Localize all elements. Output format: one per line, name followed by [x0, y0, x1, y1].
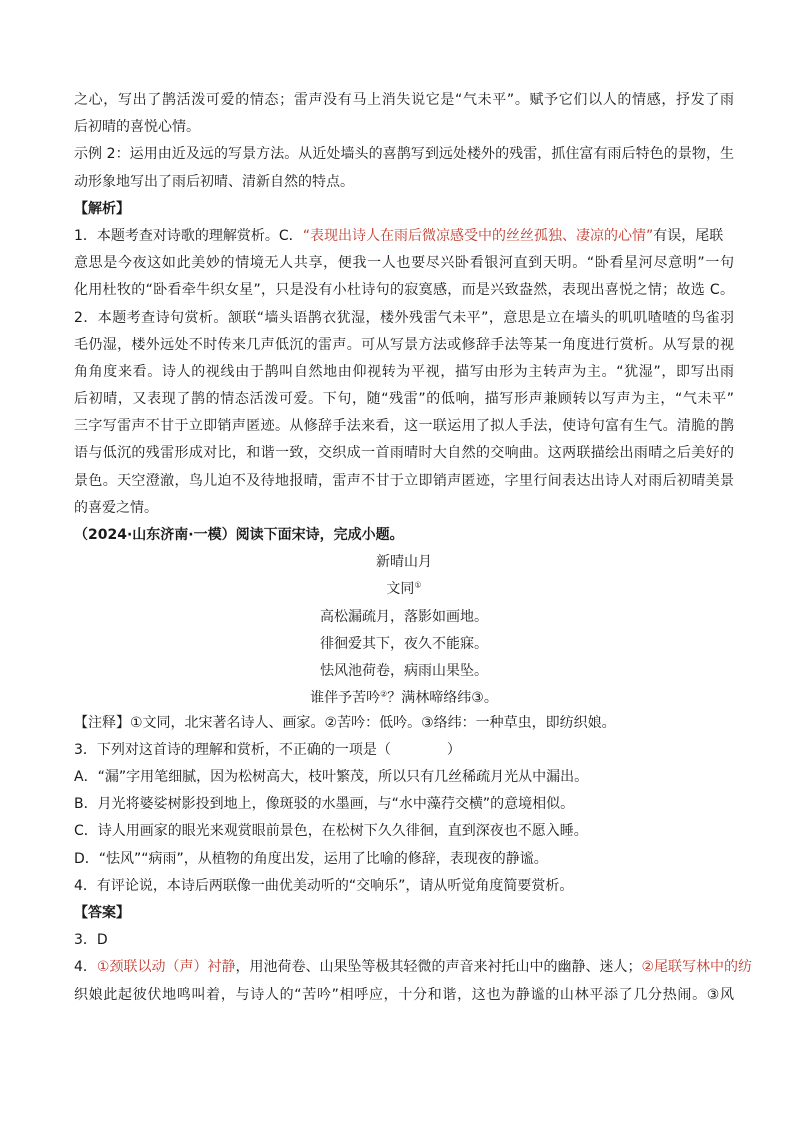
analysis-q1-line-2: 意思是今夜这如此美妙的情境无人共享，便我一人也要尽兴卧看银河直到天明。“卧看星河尽意明”一句 — [74, 255, 734, 272]
analysis-q1-highlight: “表现出诗人在雨后微凉感受中的丝丝孤独、凄凉的心情” — [302, 227, 654, 244]
poem-line-4-b: ？满林啼络纬③。 — [387, 690, 498, 707]
analysis-q1-text: 1．本题考查对诗歌的理解赏析。C． — [74, 227, 303, 244]
option-d: D．“怯风”“病雨”，从植物的角度出发，运用了比喻的修辞，表现夜的静谧。 — [74, 850, 548, 867]
analysis-q1-text-end: 有误，尾联 — [653, 227, 724, 244]
analysis-q1-line-1 — [74, 226, 734, 247]
page-content — [74, 90, 753, 1012]
question-4: 4．有评论说，本诗后两联像一曲优美动听的“交响乐”，请从听觉角度简要赏析。 — [74, 877, 574, 894]
analysis-q2-line-6: 语与低沉的残雷形成对比，和谐一致，交织成一首雨晴时大自然的交响曲。这两联描绘出雨晴之后美好的 — [74, 445, 734, 462]
answer-heading: 【答案】 — [74, 904, 130, 921]
answer-4-point-1: ①颈联以动（声）衬静 — [96, 959, 236, 976]
analysis-q2-line-3: 角角度来看。诗人的视线由于鹊叫自然地由仰视转为平视，描写由形为主转声为主。“犹湿”，即写出雨 — [74, 363, 734, 380]
question-source: （2024·山东济南·一模）阅读下面宋诗，完成小题。 — [74, 527, 404, 543]
analysis-q2-line-8: 的喜爱之情。 — [74, 499, 158, 516]
analysis-q1-line-3: 化用杜牧的“卧看牵牛织女星”，只是没有小杜诗句的寂寞感，而是兴致盎然，表现出喜悦之情；故选 C。 — [74, 282, 734, 299]
answer-4-prefix: 4． — [74, 959, 97, 976]
question-3-text: 3．下列对这首诗的理解和赏析，不正确的一项是（ — [74, 741, 391, 758]
option-a: A．“漏”字用笔细腻，因为松树高大，枝叶繁茂，所以只有几丝稀疏月光从中漏出。 — [74, 769, 589, 785]
poem-line-2: 徘徊爱其下，夜久不能寐。 — [320, 635, 488, 652]
poem-author-name: 文同 — [386, 581, 415, 598]
analysis-q2-line-5: 三字写雷声不甘于立即销声匿迹。从修辞手法来看，这一联运用了拟人手法，使诗句富有生气。清脆的鹊 — [74, 418, 734, 435]
question-3 — [74, 740, 734, 761]
poem-notes: 【注释】①文同，北宋著名诗人、画家。②苦吟：低吟。③络纬：一种草虫，即纺织娘。 — [74, 714, 616, 731]
option-b: B．月光将婆娑树影投到地上，像斑驳的水墨画，与“水中藻荇交横”的意境相似。 — [74, 796, 575, 813]
poem-author — [74, 579, 734, 600]
example1-line-1: 之心，写出了鹊活泼可爱的情态；雷声没有马上消失说它是“气未平”。赋予它们以人的情感，抒发了雨 — [74, 92, 734, 108]
analysis-heading: 【解析】 — [74, 200, 130, 217]
example1-line-2: 后初晴的喜悦心情。 — [74, 119, 200, 136]
analysis-q2-line-7: 景色。天空澄澈，鸟儿迫不及待地报晴，雷声不甘于立即销声匿迹，字里行间表达出诗人对雨后初晴美景 — [74, 472, 734, 489]
answer-4-text: ，用池荷卷、山果坠等极其轻微的声音来衬托山中的幽静、迷人； — [235, 959, 642, 976]
poem-title: 新晴山月 — [376, 554, 432, 571]
poem-line-4-note: ② — [380, 689, 388, 699]
answer-3: 3．D — [74, 932, 108, 949]
example2-line-2: 动形象地写出了雨后初晴、清新自然的特点。 — [74, 173, 354, 190]
answer-4-line-2: 织娘此起彼伏地鸣叫着，与诗人的“苦吟”相呼应，十分和谐，这也为静谧的山林平添了几分热闹。③风 — [74, 986, 734, 1003]
analysis-q2-line-1: 2．本题考查诗句赏析。颔联“墙头语鹊衣犹湿，楼外残雷气未平”，意思是立在墙头的叽叽喳喳的鸟雀羽 — [74, 309, 734, 326]
poem-author-note: ① — [414, 580, 422, 590]
option-c: C．诗人用画家的眼光来观赏眼前景色，在松树下久久徘徊，直到深夜也不愿入睡。 — [74, 823, 588, 840]
poem-line-4-a: 谁伴予苦吟 — [310, 690, 381, 707]
poem-line-4 — [74, 688, 734, 709]
analysis-q2-line-4: 后初晴，又表现了鹊的情态活泼可爱。下句，随“残雷”的低响，描写形声兼顾转以写声为主，“气未平” — [74, 391, 734, 408]
answer-4-line-1 — [74, 957, 753, 978]
poem-line-1: 高松漏疏月，落影如画地。 — [320, 608, 488, 625]
answer-4-point-2: ②尾联写林中的纺 — [641, 959, 753, 976]
question-3-close: ） — [446, 741, 461, 758]
poem-line-3: 怯风池荷卷，病雨山果坠。 — [320, 662, 488, 679]
example2-line-1: 示例 2：运用由近及远的写景方法。从近处墙头的喜鹊写到远处楼外的残雷，抓住富有雨后特色的景物，生 — [74, 146, 734, 163]
analysis-q2-line-2: 毛仍湿，楼外远处不时传来几声低沉的雷声。可从写景方法或修辞手法等某一角度进行赏析。从写景的视 — [74, 336, 734, 353]
